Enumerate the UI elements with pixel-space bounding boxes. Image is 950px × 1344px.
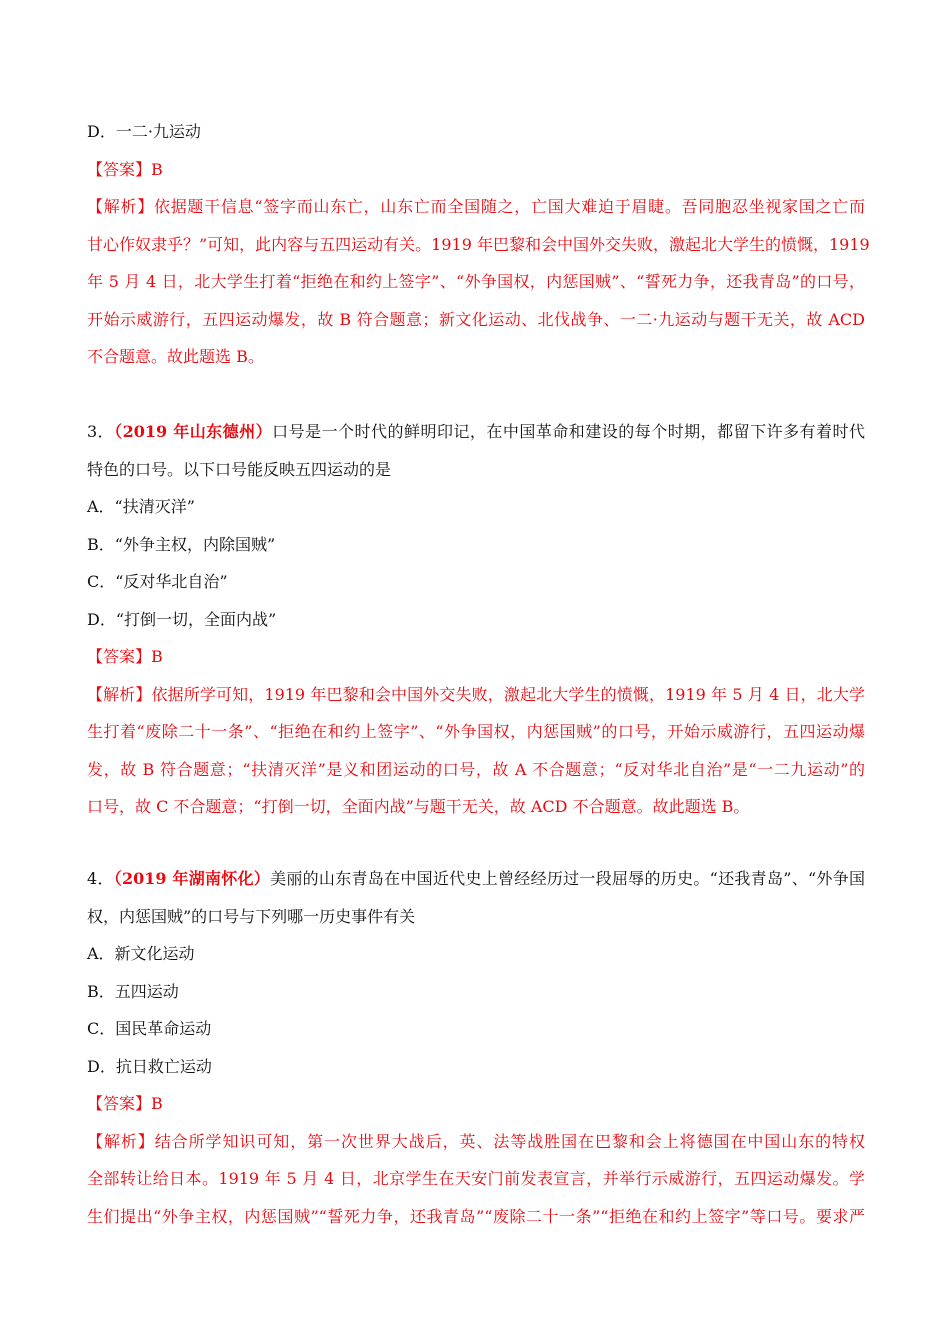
answer: 【答案】B — [87, 1094, 163, 1113]
question-number: 4． — [87, 869, 114, 888]
analysis-line: 【解析】结合所学知识可知，第一次世界大战后，英、法等战胜国在巴黎和会上将德国在中国山东的特权 — [87, 1131, 865, 1151]
option-b: B．五四运动 — [87, 981, 179, 1001]
analysis-label: 【解析】 — [87, 684, 152, 704]
analysis-label: 【解析】 — [87, 197, 154, 216]
question-stem: 3．（2019 年山东德州）口号是一个时代的鲜明印记，在中国革命和建设的每个时期，都留下许多有着时代 — [87, 422, 865, 441]
analysis-line: 发，故 B 符合题意；“扶清灭洋”是义和团运动的口号，故 A 不合题意；“反对华北自治”是“一二九运动”的 — [87, 759, 865, 779]
question-source: （2019 年山东德州） — [114, 422, 273, 441]
analysis-line: 开始示威游行，五四运动爆发，故 B 符合题意；新文化运动、北伐战争、一二·九运动与题干无关，故 ACD — [87, 309, 865, 329]
analysis-line: 生打着“废除二十一条”、“拒绝在和约上签字”、“外争国权，内惩国贼”的口号，开始示威游行，五四运动爆 — [87, 722, 865, 741]
question-3 — [87, 413, 865, 826]
analysis-line: 口号，故 C 不合题意；“打倒一切，全面内战”与题干无关，故 ACD 不合题意。故此题选 B。 — [87, 797, 750, 816]
analysis-label: 【解析】 — [87, 1131, 155, 1151]
answer: 【答案】B — [87, 159, 163, 179]
option-a: A．新文化运动 — [87, 944, 195, 963]
question-number: 3． — [87, 422, 115, 441]
question-stem: 4．（2019 年湖南怀化）美丽的山东青岛在中国近代史上曾经经历过一段屈辱的历史。“还我青岛”、“外争国 — [87, 869, 865, 888]
question-source: （2019 年湖南怀化） — [113, 869, 271, 888]
question-stem: 权，内惩国贼”的口号与下列哪一历史事件有关 — [87, 906, 416, 926]
question-2-tail — [87, 113, 870, 376]
option-c: C．国民革命运动 — [87, 1019, 212, 1038]
analysis-line: 不合题意。故此题选 B。 — [87, 347, 264, 366]
analysis-line: 全部转让给日本。1919 年 5 月 4 日，北京学生在天安门前发表宣言，并举行示威游行，五四运动爆发。学 — [87, 1169, 865, 1188]
option-a: A．“扶清灭洋” — [87, 497, 195, 516]
option-d: D．一二·九运动 — [87, 122, 201, 141]
analysis-line: 甘心作奴隶乎？”可知，此内容与五四运动有关。1919 年巴黎和会中国外交失败，激起北大学生的愤慨，1919 — [87, 234, 870, 254]
option-d: D．“打倒一切，全面内战” — [87, 609, 277, 629]
answer: 【答案】B — [87, 647, 163, 666]
question-4 — [87, 860, 865, 1235]
analysis-line: 【解析】依据题干信息“签字而山东亡，山东亡而全国随之，亡国大难迫于眉睫。吾同胞忍坐视家国之亡而 — [87, 197, 865, 216]
option-d: D．抗日救亡运动 — [87, 1056, 212, 1076]
analysis-line: 【解析】依据所学可知，1919 年巴黎和会中国外交失败，激起北大学生的愤慨，1919 年 5 月 4 日，北大学 — [87, 684, 865, 704]
analysis-line: 年 5 月 4 日，北大学生打着“拒绝在和约上签字”、“外争国权，内惩国贼”、“誓死力争，还我青岛”的口号， — [87, 272, 865, 291]
analysis-line: 生们提出“外争主权，内惩国贼”“誓死力争，还我青岛”“废除二十一条”“拒绝在和约上签字”等口号。要求严 — [87, 1206, 865, 1226]
question-stem: 特色的口号。以下口号能反映五四运动的是 — [87, 459, 392, 479]
option-c: C．“反对华北自治” — [87, 572, 228, 591]
option-b: B．“外争主权，内除国贼” — [87, 534, 276, 554]
